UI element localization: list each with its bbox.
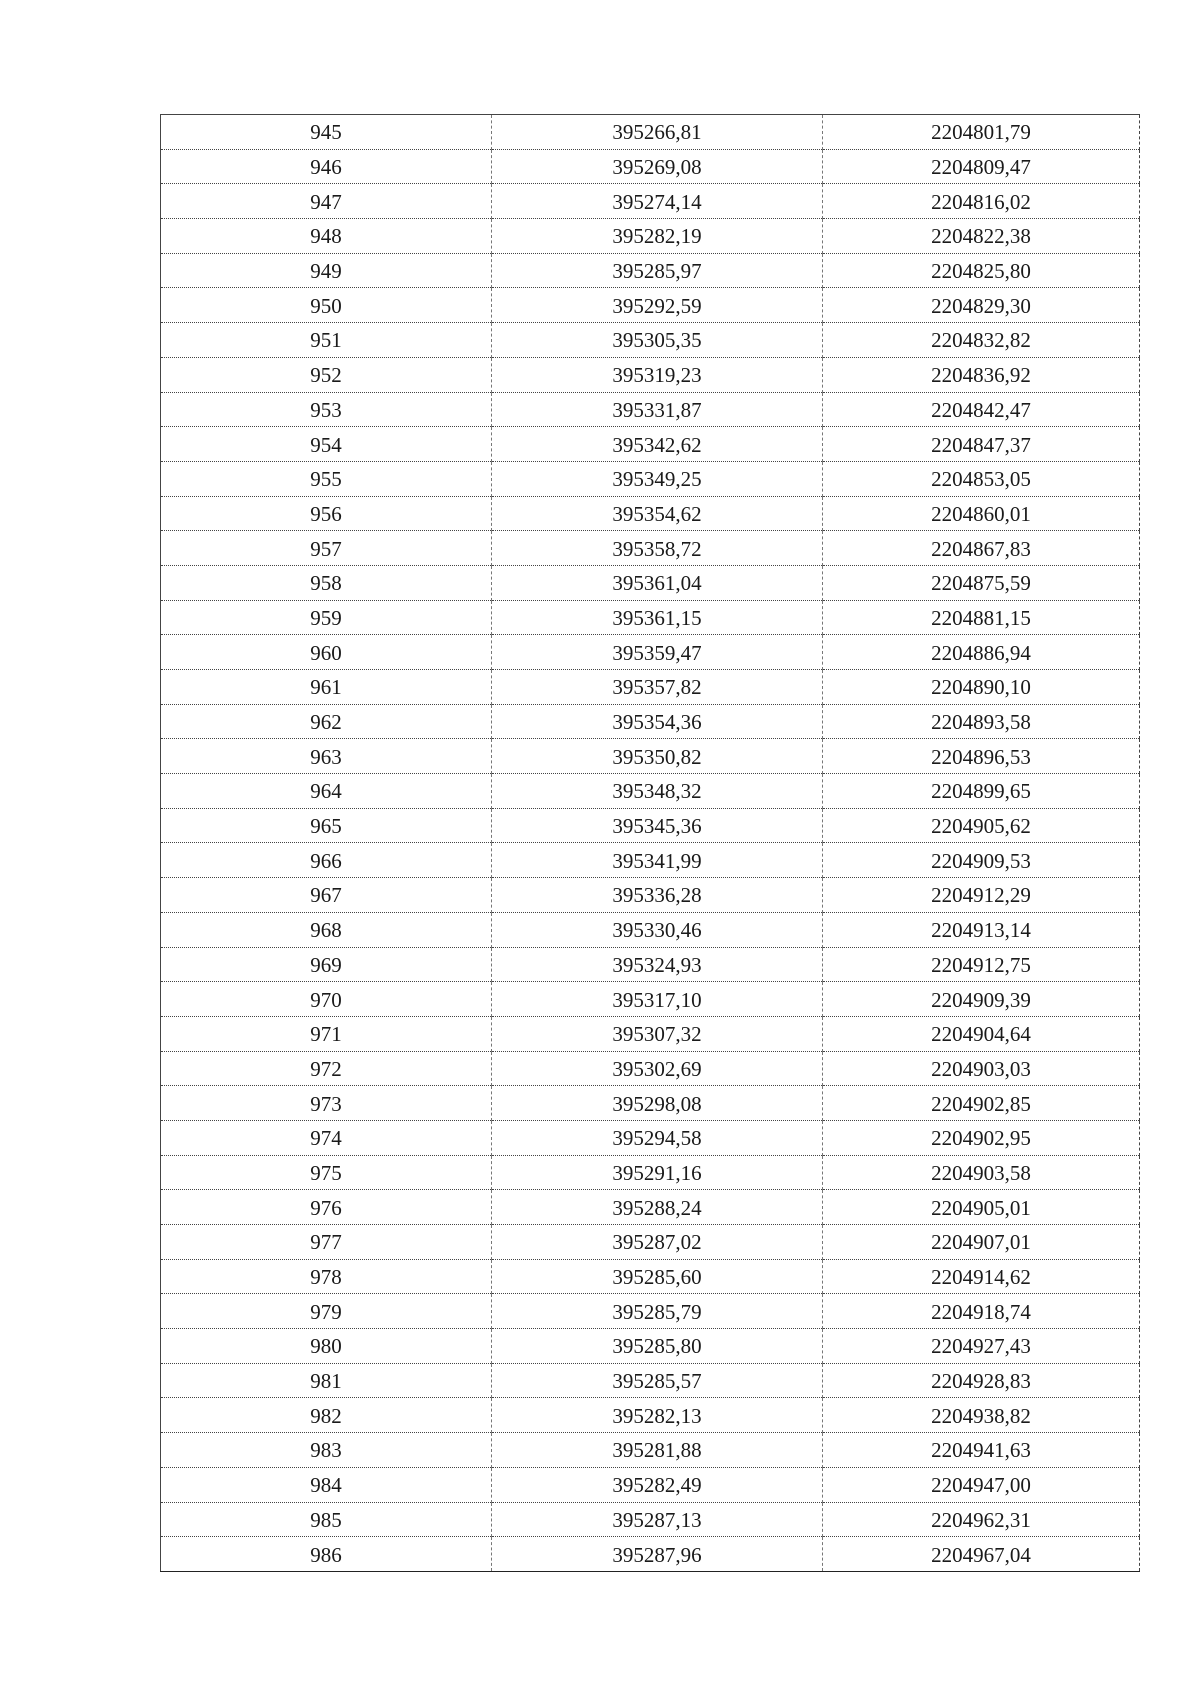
cell-text: 950 — [310, 293, 342, 318]
table-row — [161, 1086, 1140, 1121]
table-row — [161, 219, 1140, 254]
cell-text: 395285,80 — [612, 1334, 702, 1359]
point-number-cell — [161, 947, 492, 982]
point-number-cell — [161, 1398, 492, 1433]
table-row — [161, 808, 1140, 843]
y-coordinate-cell — [823, 253, 1140, 288]
y-coordinate-cell — [823, 1190, 1140, 1225]
table-row — [161, 392, 1140, 427]
x-coordinate-cell — [492, 149, 823, 184]
cell-text: 395307,32 — [612, 1022, 702, 1047]
table-row — [161, 323, 1140, 358]
cell-text: 395348,32 — [612, 779, 702, 804]
cell-text: 948 — [310, 224, 342, 249]
y-coordinate-cell — [823, 704, 1140, 739]
table-row — [161, 878, 1140, 913]
x-coordinate-cell — [492, 1433, 823, 1468]
cell-text: 395285,60 — [612, 1265, 702, 1290]
cell-text: 986 — [310, 1542, 342, 1567]
cell-text: 2204832,82 — [931, 328, 1031, 353]
y-coordinate-cell — [823, 496, 1140, 531]
table-row — [161, 600, 1140, 635]
y-coordinate-cell — [823, 600, 1140, 635]
cell-text: 951 — [310, 328, 342, 353]
cell-text: 2204938,82 — [931, 1403, 1031, 1428]
point-number-cell — [161, 1537, 492, 1572]
y-coordinate-cell — [823, 149, 1140, 184]
cell-text: 980 — [310, 1334, 342, 1359]
cell-text: 946 — [310, 155, 342, 180]
table-row — [161, 1155, 1140, 1190]
point-number-cell — [161, 115, 492, 150]
cell-text: 395282,13 — [612, 1403, 702, 1428]
y-coordinate-cell — [823, 808, 1140, 843]
cell-text: 395288,24 — [612, 1195, 702, 1220]
table-row — [161, 565, 1140, 600]
x-coordinate-cell — [492, 357, 823, 392]
coordinates-table — [160, 114, 1140, 1572]
point-number-cell — [161, 461, 492, 496]
cell-text: 945 — [310, 120, 342, 145]
cell-text: 2204913,14 — [931, 918, 1031, 943]
table-row — [161, 531, 1140, 566]
cell-text: 976 — [310, 1195, 342, 1220]
x-coordinate-cell — [492, 496, 823, 531]
y-coordinate-cell — [823, 1086, 1140, 1121]
cell-text: 979 — [310, 1299, 342, 1324]
cell-text: 2204907,01 — [931, 1230, 1031, 1255]
point-number-cell — [161, 878, 492, 913]
point-number-cell — [161, 531, 492, 566]
cell-text: 2204847,37 — [931, 432, 1031, 457]
cell-text: 949 — [310, 259, 342, 284]
x-coordinate-cell — [492, 184, 823, 219]
y-coordinate-cell — [823, 843, 1140, 878]
cell-text: 395350,82 — [612, 744, 702, 769]
x-coordinate-cell — [492, 704, 823, 739]
table-row — [161, 912, 1140, 947]
cell-text: 2204890,10 — [931, 675, 1031, 700]
cell-text: 395331,87 — [612, 397, 702, 422]
cell-text: 395298,08 — [612, 1091, 702, 1116]
x-coordinate-cell — [492, 1120, 823, 1155]
y-coordinate-cell — [823, 1433, 1140, 1468]
cell-text: 2204801,79 — [931, 120, 1031, 145]
cell-text: 395269,08 — [612, 155, 702, 180]
cell-text: 395281,88 — [612, 1438, 702, 1463]
x-coordinate-cell — [492, 392, 823, 427]
table-row — [161, 843, 1140, 878]
cell-text: 2204905,01 — [931, 1195, 1031, 1220]
x-coordinate-cell — [492, 635, 823, 670]
y-coordinate-cell — [823, 635, 1140, 670]
point-number-cell — [161, 739, 492, 774]
cell-text: 958 — [310, 571, 342, 596]
cell-text: 957 — [310, 536, 342, 561]
point-number-cell — [161, 1329, 492, 1364]
y-coordinate-cell — [823, 739, 1140, 774]
cell-text: 981 — [310, 1369, 342, 1394]
y-coordinate-cell — [823, 670, 1140, 705]
cell-text: 2204816,02 — [931, 189, 1031, 214]
cell-text: 2204947,00 — [931, 1473, 1031, 1498]
x-coordinate-cell — [492, 912, 823, 947]
point-number-cell — [161, 357, 492, 392]
table-row — [161, 496, 1140, 531]
cell-text: 969 — [310, 952, 342, 977]
y-coordinate-cell — [823, 565, 1140, 600]
cell-text: 2204914,62 — [931, 1265, 1031, 1290]
cell-text: 2204918,74 — [931, 1299, 1031, 1324]
table-row — [161, 1329, 1140, 1364]
x-coordinate-cell — [492, 1398, 823, 1433]
x-coordinate-cell — [492, 1190, 823, 1225]
cell-text: 395285,97 — [612, 259, 702, 284]
point-number-cell — [161, 635, 492, 670]
cell-text: 395345,36 — [612, 814, 702, 839]
point-number-cell — [161, 600, 492, 635]
point-number-cell — [161, 1294, 492, 1329]
cell-text: 395287,96 — [612, 1542, 702, 1567]
cell-text: 962 — [310, 710, 342, 735]
x-coordinate-cell — [492, 1467, 823, 1502]
table-row — [161, 115, 1140, 150]
y-coordinate-cell — [823, 1467, 1140, 1502]
table-row — [161, 774, 1140, 809]
cell-text: 395361,15 — [612, 605, 702, 630]
table-row — [161, 982, 1140, 1017]
coordinates-table-body — [161, 115, 1140, 1572]
x-coordinate-cell — [492, 219, 823, 254]
y-coordinate-cell — [823, 774, 1140, 809]
cell-text: 2204825,80 — [931, 259, 1031, 284]
cell-text: 395358,72 — [612, 536, 702, 561]
x-coordinate-cell — [492, 947, 823, 982]
cell-text: 965 — [310, 814, 342, 839]
cell-text: 395361,04 — [612, 571, 702, 596]
cell-text: 968 — [310, 918, 342, 943]
cell-text: 952 — [310, 363, 342, 388]
cell-text: 395330,46 — [612, 918, 702, 943]
table-row — [161, 427, 1140, 462]
point-number-cell — [161, 670, 492, 705]
cell-text: 395287,13 — [612, 1507, 702, 1532]
x-coordinate-cell — [492, 461, 823, 496]
point-number-cell — [161, 843, 492, 878]
point-number-cell — [161, 1363, 492, 1398]
point-number-cell — [161, 323, 492, 358]
point-number-cell — [161, 253, 492, 288]
cell-text: 395357,82 — [612, 675, 702, 700]
cell-text: 395354,62 — [612, 501, 702, 526]
cell-text: 2204927,43 — [931, 1334, 1031, 1359]
point-number-cell — [161, 1225, 492, 1260]
point-number-cell — [161, 982, 492, 1017]
x-coordinate-cell — [492, 1016, 823, 1051]
cell-text: 2204867,83 — [931, 536, 1031, 561]
y-coordinate-cell — [823, 878, 1140, 913]
point-number-cell — [161, 427, 492, 462]
y-coordinate-cell — [823, 323, 1140, 358]
x-coordinate-cell — [492, 115, 823, 150]
cell-text: 973 — [310, 1091, 342, 1116]
table-row — [161, 1016, 1140, 1051]
cell-text: 2204809,47 — [931, 155, 1031, 180]
y-coordinate-cell — [823, 288, 1140, 323]
y-coordinate-cell — [823, 1016, 1140, 1051]
cell-text: 2204853,05 — [931, 467, 1031, 492]
cell-text: 2204886,94 — [931, 640, 1031, 665]
table-row — [161, 1225, 1140, 1260]
x-coordinate-cell — [492, 531, 823, 566]
y-coordinate-cell — [823, 1155, 1140, 1190]
table-row — [161, 1502, 1140, 1537]
x-coordinate-cell — [492, 878, 823, 913]
cell-text: 975 — [310, 1160, 342, 1185]
cell-text: 2204875,59 — [931, 571, 1031, 596]
cell-text: 2204928,83 — [931, 1369, 1031, 1394]
table-row — [161, 357, 1140, 392]
cell-text: 963 — [310, 744, 342, 769]
cell-text: 2204896,53 — [931, 744, 1031, 769]
x-coordinate-cell — [492, 1363, 823, 1398]
point-number-cell — [161, 1086, 492, 1121]
point-number-cell — [161, 565, 492, 600]
x-coordinate-cell — [492, 1502, 823, 1537]
cell-text: 956 — [310, 501, 342, 526]
cell-text: 395341,99 — [612, 848, 702, 873]
cell-text: 960 — [310, 640, 342, 665]
cell-text: 2204902,95 — [931, 1126, 1031, 1151]
cell-text: 2204941,63 — [931, 1438, 1031, 1463]
table-row — [161, 1467, 1140, 1502]
x-coordinate-cell — [492, 427, 823, 462]
cell-text: 2204893,58 — [931, 710, 1031, 735]
cell-text: 2204912,29 — [931, 883, 1031, 908]
cell-text: 395336,28 — [612, 883, 702, 908]
table-row — [161, 149, 1140, 184]
x-coordinate-cell — [492, 808, 823, 843]
cell-text: 2204903,03 — [931, 1056, 1031, 1081]
cell-text: 2204912,75 — [931, 952, 1031, 977]
cell-text: 971 — [310, 1022, 342, 1047]
point-number-cell — [161, 288, 492, 323]
cell-text: 977 — [310, 1230, 342, 1255]
point-number-cell — [161, 1155, 492, 1190]
cell-text: 985 — [310, 1507, 342, 1532]
x-coordinate-cell — [492, 600, 823, 635]
table-row — [161, 1259, 1140, 1294]
table-row — [161, 947, 1140, 982]
table-row — [161, 288, 1140, 323]
cell-text: 970 — [310, 987, 342, 1012]
table-row — [161, 1190, 1140, 1225]
y-coordinate-cell — [823, 1051, 1140, 1086]
y-coordinate-cell — [823, 531, 1140, 566]
point-number-cell — [161, 1051, 492, 1086]
table-row — [161, 635, 1140, 670]
cell-text: 2204860,01 — [931, 501, 1031, 526]
x-coordinate-cell — [492, 843, 823, 878]
x-coordinate-cell — [492, 1329, 823, 1364]
cell-text: 983 — [310, 1438, 342, 1463]
cell-text: 395291,16 — [612, 1160, 702, 1185]
x-coordinate-cell — [492, 1537, 823, 1572]
y-coordinate-cell — [823, 357, 1140, 392]
cell-text: 2204903,58 — [931, 1160, 1031, 1185]
table-row — [161, 1398, 1140, 1433]
cell-text: 395274,14 — [612, 189, 702, 214]
y-coordinate-cell — [823, 1259, 1140, 1294]
cell-text: 395285,57 — [612, 1369, 702, 1394]
cell-text: 2204909,39 — [931, 987, 1031, 1012]
cell-text: 954 — [310, 432, 342, 457]
point-number-cell — [161, 1190, 492, 1225]
cell-text: 395287,02 — [612, 1230, 702, 1255]
cell-text: 953 — [310, 397, 342, 422]
x-coordinate-cell — [492, 288, 823, 323]
cell-text: 959 — [310, 605, 342, 630]
x-coordinate-cell — [492, 670, 823, 705]
table-row — [161, 670, 1140, 705]
x-coordinate-cell — [492, 1225, 823, 1260]
point-number-cell — [161, 808, 492, 843]
cell-text: 978 — [310, 1265, 342, 1290]
y-coordinate-cell — [823, 1329, 1140, 1364]
cell-text: 955 — [310, 467, 342, 492]
y-coordinate-cell — [823, 1363, 1140, 1398]
point-number-cell — [161, 774, 492, 809]
cell-text: 2204842,47 — [931, 397, 1031, 422]
y-coordinate-cell — [823, 1502, 1140, 1537]
cell-text: 2204836,92 — [931, 363, 1031, 388]
cell-text: 395305,35 — [612, 328, 702, 353]
cell-text: 395282,19 — [612, 224, 702, 249]
y-coordinate-cell — [823, 427, 1140, 462]
y-coordinate-cell — [823, 947, 1140, 982]
cell-text: 395319,23 — [612, 363, 702, 388]
table-row — [161, 1537, 1140, 1572]
x-coordinate-cell — [492, 1294, 823, 1329]
cell-text: 395349,25 — [612, 467, 702, 492]
cell-text: 2204967,04 — [931, 1542, 1031, 1567]
cell-text: 2204822,38 — [931, 224, 1031, 249]
point-number-cell — [161, 1502, 492, 1537]
cell-text: 966 — [310, 848, 342, 873]
cell-text: 967 — [310, 883, 342, 908]
point-number-cell — [161, 219, 492, 254]
x-coordinate-cell — [492, 774, 823, 809]
point-number-cell — [161, 704, 492, 739]
cell-text: 984 — [310, 1473, 342, 1498]
y-coordinate-cell — [823, 184, 1140, 219]
cell-text: 395317,10 — [612, 987, 702, 1012]
point-number-cell — [161, 184, 492, 219]
cell-text: 395359,47 — [612, 640, 702, 665]
cell-text: 395292,59 — [612, 293, 702, 318]
point-number-cell — [161, 1016, 492, 1051]
point-number-cell — [161, 1467, 492, 1502]
x-coordinate-cell — [492, 739, 823, 774]
y-coordinate-cell — [823, 1225, 1140, 1260]
point-number-cell — [161, 912, 492, 947]
table-row — [161, 1363, 1140, 1398]
cell-text: 2204904,64 — [931, 1022, 1031, 1047]
point-number-cell — [161, 1120, 492, 1155]
y-coordinate-cell — [823, 912, 1140, 947]
y-coordinate-cell — [823, 115, 1140, 150]
cell-text: 964 — [310, 779, 342, 804]
cell-text: 395302,69 — [612, 1056, 702, 1081]
cell-text: 972 — [310, 1056, 342, 1081]
table-row — [161, 253, 1140, 288]
cell-text: 395266,81 — [612, 120, 702, 145]
cell-text: 395282,49 — [612, 1473, 702, 1498]
cell-text: 2204829,30 — [931, 293, 1031, 318]
cell-text: 395285,79 — [612, 1299, 702, 1324]
cell-text: 947 — [310, 189, 342, 214]
point-number-cell — [161, 392, 492, 427]
y-coordinate-cell — [823, 982, 1140, 1017]
table-row — [161, 461, 1140, 496]
cell-text: 2204902,85 — [931, 1091, 1031, 1116]
x-coordinate-cell — [492, 1155, 823, 1190]
cell-text: 2204909,53 — [931, 848, 1031, 873]
table-row — [161, 1433, 1140, 1468]
cell-text: 2204881,15 — [931, 605, 1031, 630]
x-coordinate-cell — [492, 253, 823, 288]
y-coordinate-cell — [823, 461, 1140, 496]
x-coordinate-cell — [492, 1051, 823, 1086]
point-number-cell — [161, 149, 492, 184]
table-row — [161, 739, 1140, 774]
cell-text: 974 — [310, 1126, 342, 1151]
cell-text: 395294,58 — [612, 1126, 702, 1151]
x-coordinate-cell — [492, 982, 823, 1017]
y-coordinate-cell — [823, 1398, 1140, 1433]
y-coordinate-cell — [823, 219, 1140, 254]
x-coordinate-cell — [492, 565, 823, 600]
cell-text: 982 — [310, 1403, 342, 1428]
cell-text: 2204899,65 — [931, 779, 1031, 804]
y-coordinate-cell — [823, 1120, 1140, 1155]
point-number-cell — [161, 1433, 492, 1468]
cell-text: 395324,93 — [612, 952, 702, 977]
table-row — [161, 1294, 1140, 1329]
table-row — [161, 1120, 1140, 1155]
cell-text: 395354,36 — [612, 710, 702, 735]
y-coordinate-cell — [823, 1294, 1140, 1329]
x-coordinate-cell — [492, 323, 823, 358]
y-coordinate-cell — [823, 1537, 1140, 1572]
point-number-cell — [161, 496, 492, 531]
table-row — [161, 1051, 1140, 1086]
cell-text: 2204905,62 — [931, 814, 1031, 839]
cell-text: 395342,62 — [612, 432, 702, 457]
y-coordinate-cell — [823, 392, 1140, 427]
table-row — [161, 184, 1140, 219]
table-row — [161, 704, 1140, 739]
x-coordinate-cell — [492, 1259, 823, 1294]
cell-text: 2204962,31 — [931, 1507, 1031, 1532]
cell-text: 961 — [310, 675, 342, 700]
point-number-cell — [161, 1259, 492, 1294]
x-coordinate-cell — [492, 1086, 823, 1121]
